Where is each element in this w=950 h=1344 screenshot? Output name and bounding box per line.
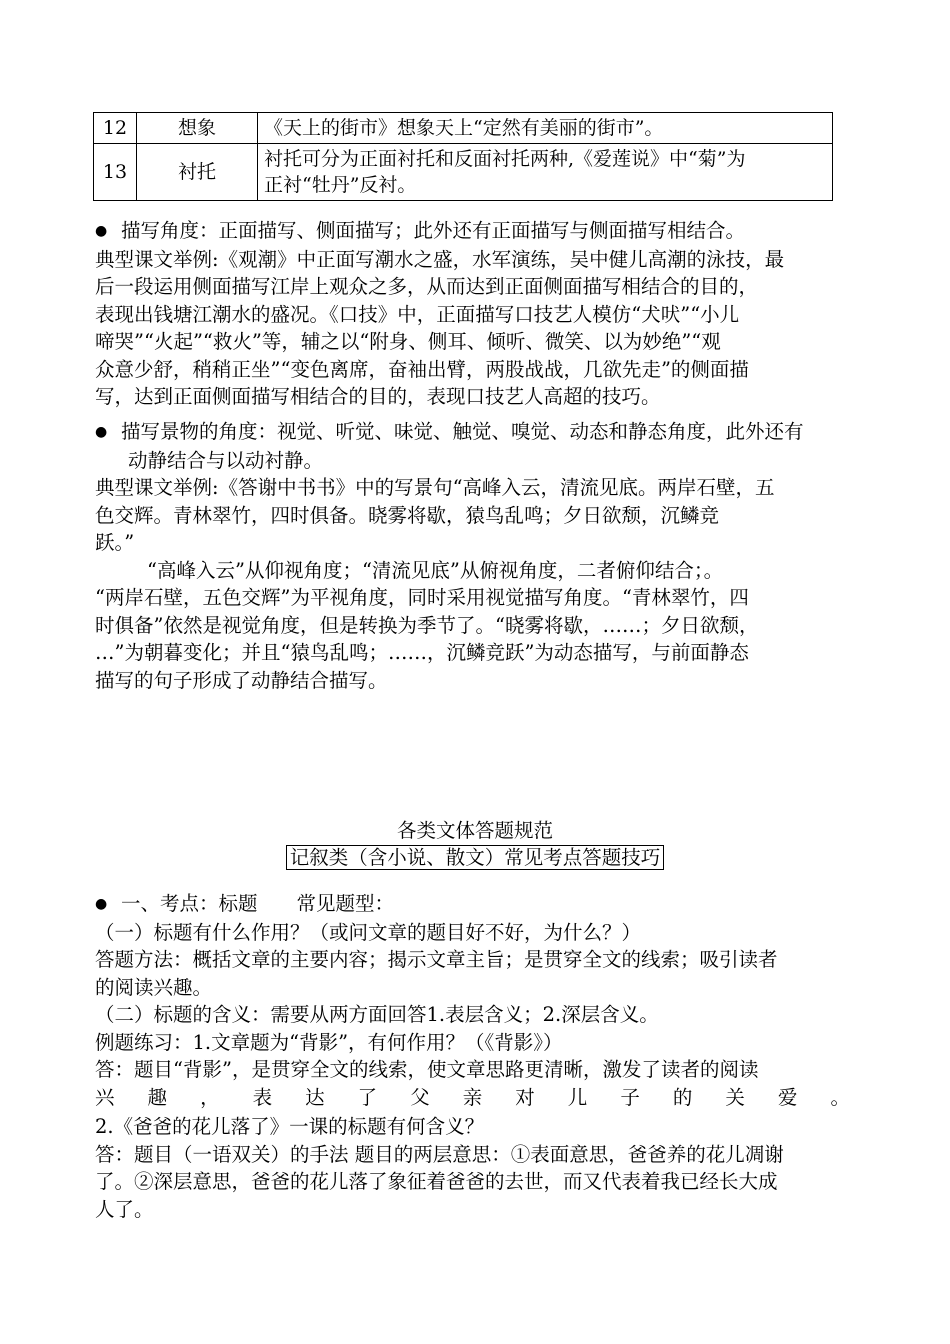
text-line: 答：题目“背影”，是贯穿全文的线索，使文章思路更清晰，激发了读者的阅读 bbox=[95, 1058, 759, 1081]
text-line: 表现出钱塘江潮水的盛况。《口技》中，正面描写口技艺人模仿“犬吠”“小儿 bbox=[95, 302, 740, 326]
text-line: 的阅读兴趣。 bbox=[95, 975, 213, 999]
text-line: 啼哭”“火起”“救火”等，辅之以“附身、侧耳、倾听、微笑、以为妙绝”“观 bbox=[95, 330, 721, 353]
row-description: 《天上的街市》想象天上“定然有美丽的街市”。 bbox=[258, 113, 833, 144]
row-term: 想象 bbox=[137, 113, 258, 144]
text-line: “两岸石壁，五色交辉”为平视角度，同时采用视觉描写角度。“青林翠竹，四 bbox=[95, 586, 749, 609]
terms-table bbox=[93, 112, 833, 201]
bullet-icon: ● bbox=[95, 223, 108, 239]
spread-text-line: 兴 趣 ， 表 达 了 父 亲 对 儿 子 的 关 爱 。 bbox=[95, 1085, 850, 1109]
section-heading: ● 描写角度：正面描写、侧面描写；此外还有正面描写与侧面描写相结合。 bbox=[95, 217, 860, 246]
row-description bbox=[258, 144, 833, 201]
table-row bbox=[94, 144, 833, 201]
bullet-icon: ● bbox=[95, 896, 108, 912]
text-line: …”为朝暮变化；并且“猿鸟乱鸣；……，沉鳞竞跃”为动态描写，与前面静态 bbox=[95, 641, 749, 664]
table-row bbox=[94, 113, 833, 144]
row-number: 12 bbox=[94, 113, 137, 144]
row-term: 衬托 bbox=[137, 144, 258, 201]
row-description-line: 衬托可分为正面衬托和反面衬托两种,《爱莲说》中“菊”为 bbox=[264, 148, 746, 170]
text-line: 众意少舒，稍稍正坐”“变色离席，奋袖出臂，两股战战，几欲先走”的侧面描 bbox=[95, 357, 749, 381]
text-line: 描写的句子形成了动静结合描写。 bbox=[95, 668, 388, 692]
text-line: 后一段运用侧面描写江岸上观众之多，从而达到正面侧面描写相结合的目的， bbox=[95, 275, 759, 298]
question-line: 2.《爸爸的花儿落了》一课的标题有何含义？ bbox=[95, 1115, 485, 1138]
bullet-icon: ● bbox=[95, 424, 108, 440]
text-line: 色交辉。青林翠竹，四时俱备。晓雾将歇，猿鸟乱鸣；夕日欲颓，沉鳞竞 bbox=[95, 503, 720, 527]
scenery-angle-section bbox=[95, 418, 860, 694]
section-heading: ● 描写景物的角度：视觉、听觉、味觉、触觉、嗅觉、动态和静态角度，此外还有 bbox=[95, 418, 860, 447]
example-question-2 bbox=[95, 1113, 860, 1223]
text-line: （二）标题的含义：需要从两方面回答1.表层含义；2.深层含义。 bbox=[95, 1003, 659, 1026]
answer-line: 人了。 bbox=[95, 1197, 154, 1221]
page-title: 各类文体答题规范 bbox=[396, 819, 553, 842]
description-angle-section bbox=[95, 217, 860, 411]
title-question-section bbox=[95, 890, 860, 1111]
text-line: 例题练习：1.文章题为“背影”，有何作用？（《背影》） bbox=[95, 1030, 563, 1054]
text-line: 写，达到正面侧面描写相结合的目的，表现口技艺人高超的技巧。 bbox=[95, 385, 661, 408]
text-line: 答题方法：概括文章的主要内容；揭示文章主旨；是贯穿全文的线索；吸引读者 bbox=[95, 948, 778, 971]
text-line: 跃。” bbox=[95, 531, 135, 554]
section-heading-cont: 动静结合与以动衬静。 bbox=[128, 448, 324, 472]
text-line: 典型课文举例:《答谢中书书》中的写景句“高峰入云，清流见底。两岸石壁，五 bbox=[95, 476, 775, 499]
text-line: （一）标题有什么作用？（或问文章的题目好不好，为什么？） bbox=[95, 920, 642, 944]
section-heading: ● 一、考点：标题 常见题型： bbox=[95, 890, 860, 919]
text-line: “高峰入云”从仰视角度；“清流见底”从俯视角度，二者俯仰结合；。 bbox=[147, 558, 724, 582]
answer-line: 了。②深层意思，爸爸的花儿落了象征着爸爸的去世，而又代表着我已经长大成 bbox=[95, 1170, 778, 1193]
answer-line: 答：题目（一语双关）的手法 题目的两层意思：①表面意思，爸爸养的花儿凋谢 bbox=[95, 1142, 784, 1166]
row-number: 13 bbox=[94, 144, 137, 201]
row-description-line: 正衬“牡丹”反衬。 bbox=[264, 174, 417, 196]
text-line: 典型课文举例:《观潮》中正面写潮水之盛，水军演练，吴中健儿高潮的泳技，最 bbox=[95, 247, 785, 271]
page-subtitle: 记叙类（含小说、散文）常见考点答题技巧 bbox=[0, 845, 950, 871]
text-line: 时俱备”依然是视觉角度，但是转换为季节了。“晓雾将歇，……；夕日欲颓， bbox=[95, 613, 759, 637]
